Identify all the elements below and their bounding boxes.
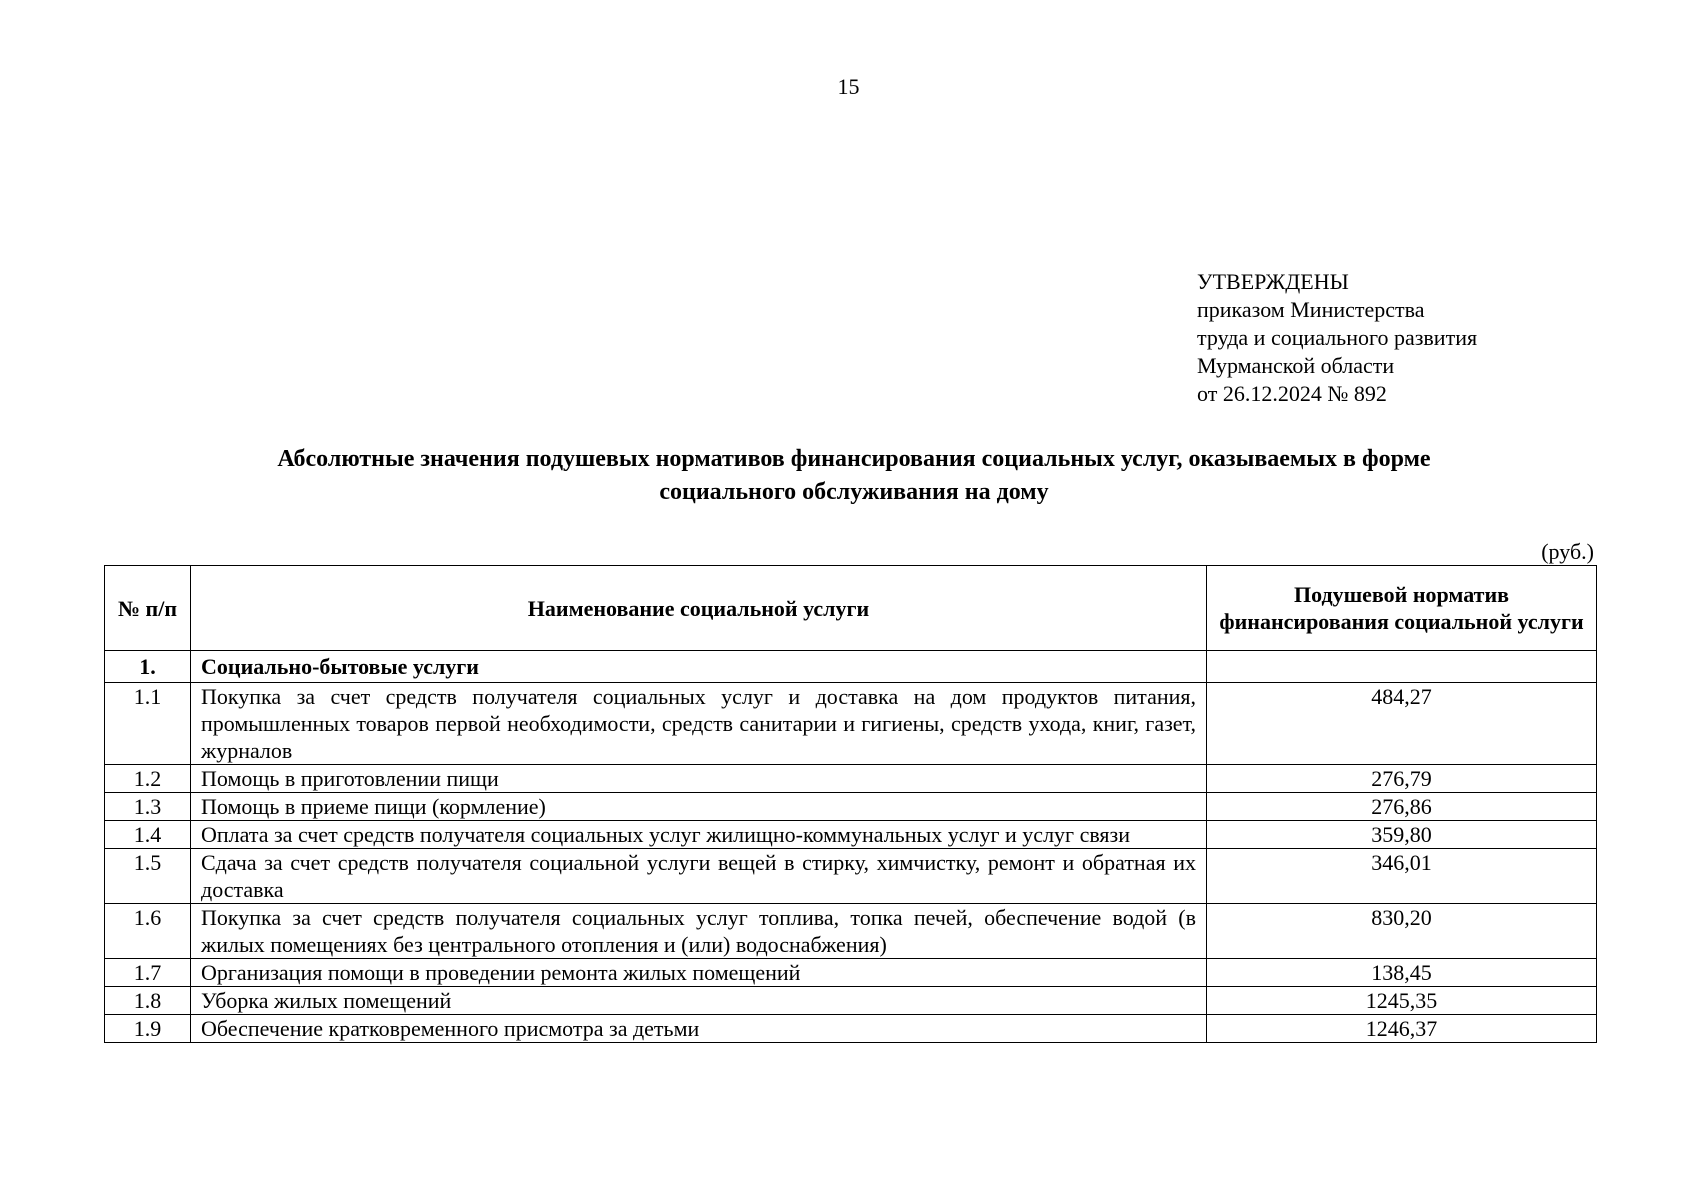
row-number: 1.2 [105, 765, 191, 793]
row-number: 1.3 [105, 793, 191, 821]
approval-line: труда и социального развития [1197, 325, 1478, 350]
approval-line: от 26.12.2024 № 892 [1197, 381, 1387, 406]
row-standard-value: 138,45 [1207, 959, 1597, 987]
row-number: 1.4 [105, 821, 191, 849]
header-standard-value: Подушевой норматив финансирования социальной услуги [1207, 566, 1597, 651]
row-service-name: Покупка за счет средств получателя социальных услуг топлива, топка печей, обеспечение водой (в жилых помещениях без центрального отопления и (или) водоснабжения) [191, 904, 1207, 959]
table-row [105, 793, 1597, 821]
row-service-name: Организация помощи в проведении ремонта жилых помещений [191, 959, 1207, 987]
section-row [105, 651, 1597, 683]
table-row [105, 849, 1597, 904]
row-standard-value: 359,80 [1207, 821, 1597, 849]
row-standard-value: 276,86 [1207, 793, 1597, 821]
row-service-name: Сдача за счет средств получателя социальной услуги вещей в стирку, химчистку, ремонт и обратная их доставка [191, 849, 1207, 904]
row-standard-value: 276,79 [1207, 765, 1597, 793]
document-title-line: социального обслуживания на дому [659, 479, 1049, 505]
row-service-name: Уборка жилых помещений [191, 987, 1207, 1015]
header-number: № п/п [105, 566, 191, 651]
approval-stamp [1197, 268, 1477, 408]
row-number: 1.7 [105, 959, 191, 987]
row-standard-value: 830,20 [1207, 904, 1597, 959]
row-service-name: Оплата за счет средств получателя социальных услуг жилищно-коммунальных услуг и услуг связи [191, 821, 1207, 849]
table-row [105, 821, 1597, 849]
row-number: 1.9 [105, 1015, 191, 1043]
section-name: Социально-бытовые услуги [191, 651, 1207, 683]
row-service-name: Помощь в приготовлении пищи [191, 765, 1207, 793]
row-standard-value: 1245,35 [1207, 987, 1597, 1015]
section-number: 1. [105, 651, 191, 683]
table-row [105, 683, 1597, 765]
row-number: 1.5 [105, 849, 191, 904]
table-row [105, 987, 1597, 1015]
currency-unit: (руб.) [1541, 539, 1594, 564]
approval-line: УТВЕРЖДЕНЫ [1197, 269, 1349, 294]
table-row [105, 765, 1597, 793]
row-standard-value: 346,01 [1207, 849, 1597, 904]
document-title [104, 443, 1604, 509]
approval-line: Мурманской области [1197, 353, 1395, 378]
table-row [105, 1015, 1597, 1043]
table-header-row [105, 566, 1597, 651]
table-row [105, 959, 1597, 987]
approval-line: приказом Министерства [1197, 297, 1425, 322]
row-number: 1.8 [105, 987, 191, 1015]
services-table [104, 565, 1597, 1043]
table-row [105, 904, 1597, 959]
row-service-name: Помощь в приеме пищи (кормление) [191, 793, 1207, 821]
row-number: 1.6 [105, 904, 191, 959]
page-number: 15 [837, 74, 860, 99]
row-service-name: Обеспечение кратковременного присмотра за детьми [191, 1015, 1207, 1043]
document-title-line: Абсолютные значения подушевых нормативов финансирования социальных услуг, оказываемых в форме [277, 446, 1431, 472]
header-service-name: Наименование социальной услуги [191, 566, 1207, 651]
section-value [1207, 651, 1597, 683]
row-number: 1.1 [105, 683, 191, 765]
row-standard-value: 1246,37 [1207, 1015, 1597, 1043]
row-service-name: Покупка за счет средств получателя социальных услуг и доставка на дом продуктов питания, промышленных товаров первой необходимости, средств санитарии и гигиены, средств ухода, книг, газет, журналов [191, 683, 1207, 765]
row-standard-value: 484,27 [1207, 683, 1597, 765]
